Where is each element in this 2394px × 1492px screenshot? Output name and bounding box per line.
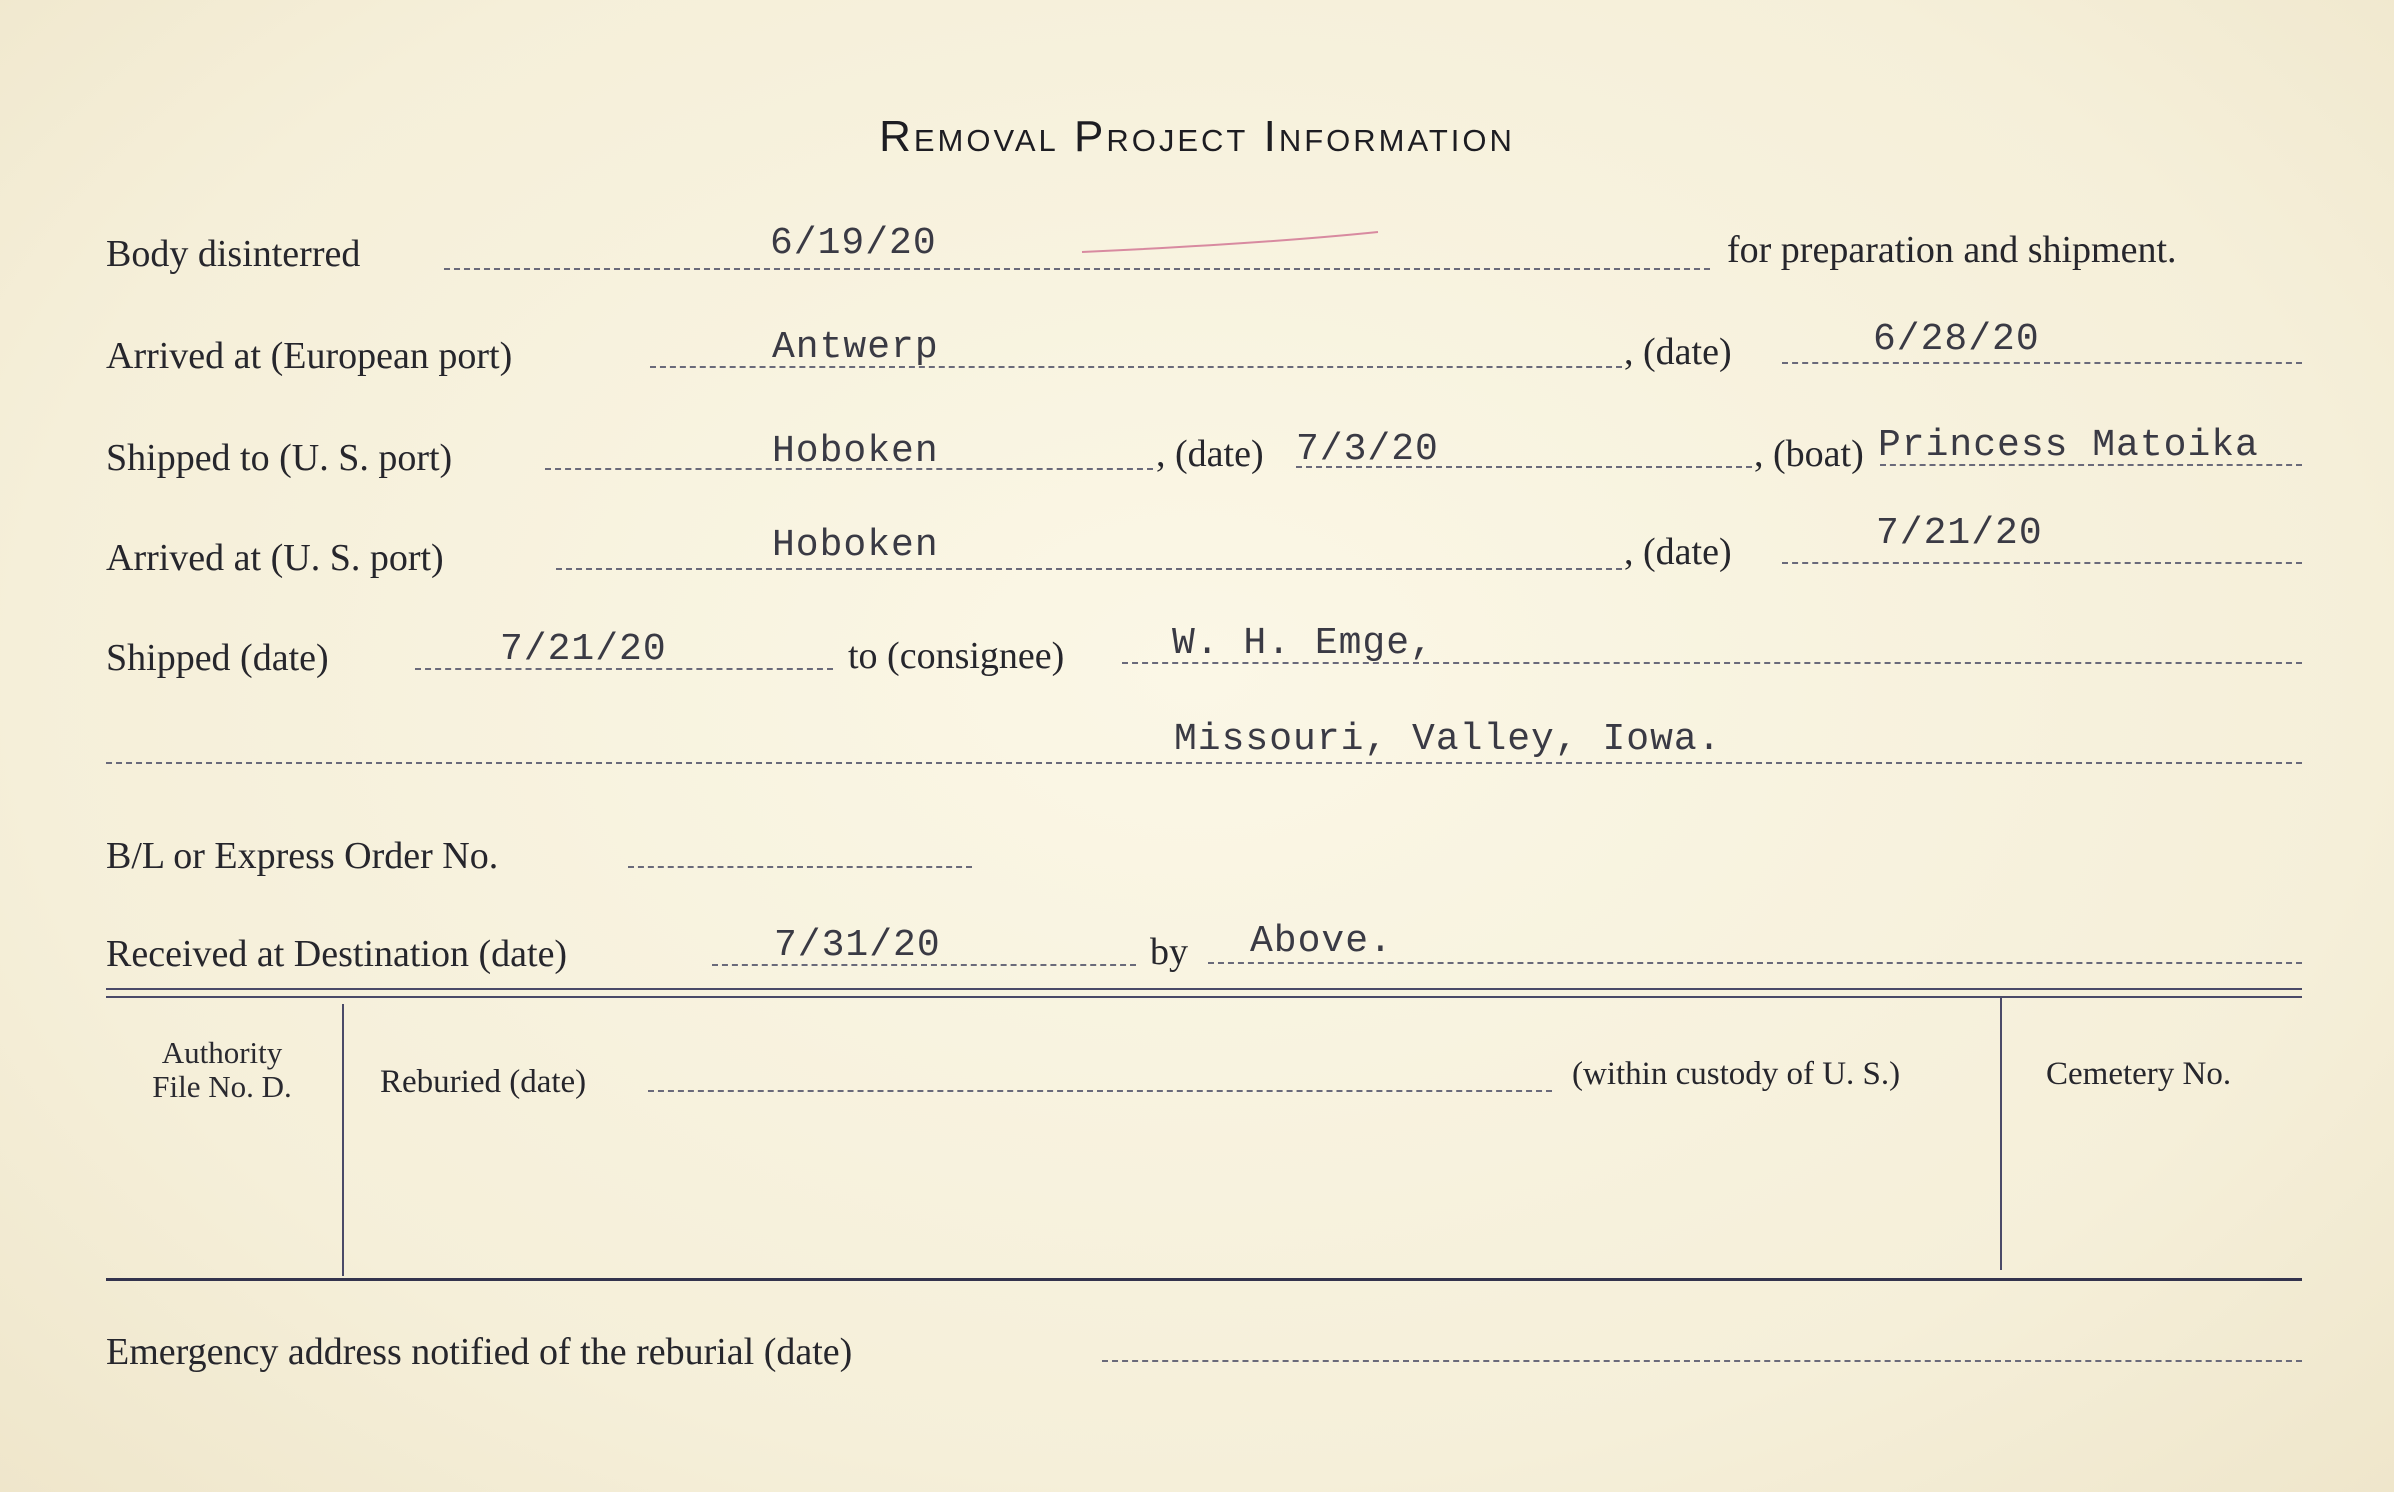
body-disinterred-value: 6/19/20: [770, 222, 937, 265]
arrived-european-date-line: [1782, 362, 2302, 364]
authority-line2: File No. D.: [152, 1069, 292, 1104]
body-disinterred-suffix: for preparation and shipment.: [1727, 229, 2177, 271]
pen-mark: [1080, 228, 1380, 258]
arrived-us-line: [556, 568, 1622, 570]
consignee-label: to (consignee): [848, 635, 1065, 677]
shipped-date-label: Shipped (date): [106, 637, 329, 679]
arrived-european-date: 6/28/20: [1873, 318, 2040, 361]
reburied-line: [648, 1090, 1552, 1092]
custody-label: (within custody of U. S.): [1572, 1056, 1901, 1092]
shipped-us-label: Shipped to (U. S. port): [106, 437, 453, 479]
received-by-label: by: [1150, 931, 1188, 973]
shipped-us-boat-label: , (boat): [1754, 433, 1864, 475]
emergency-line: [1102, 1360, 2302, 1362]
arrived-us-label: Arrived at (U. S. port): [106, 537, 444, 579]
bl-order-line: [628, 866, 972, 868]
received-label: Received at Destination (date): [106, 933, 568, 975]
authority-line1: Authority: [161, 1035, 283, 1070]
box-top-rule-1: [106, 988, 2302, 990]
arrived-european-value: Antwerp: [772, 326, 939, 369]
shipped-us-value: Hoboken: [772, 430, 939, 473]
box-divider-left: [342, 1004, 344, 1276]
box-bottom-rule: [106, 1278, 2302, 1281]
arrived-us-value: Hoboken: [772, 524, 939, 567]
shipped-us-date: 7/3/20: [1296, 428, 1439, 471]
received-value: 7/31/20: [774, 924, 941, 967]
authority-file-label: [112, 1036, 332, 1104]
shipped-us-boat: Princess Matoika: [1878, 424, 2259, 467]
consignee-address-line: [106, 762, 2302, 764]
body-disinterred-line: [444, 268, 1710, 270]
bl-order-label: B/L or Express Order No.: [106, 835, 499, 877]
arrived-us-date-label: , (date): [1624, 531, 1732, 573]
box-top-rule-2: [106, 996, 2302, 998]
emergency-label: Emergency address notified of the reburial (date): [106, 1331, 853, 1373]
consignee-name: W. H. Emge,: [1172, 622, 1434, 665]
arrived-us-date: 7/21/20: [1876, 512, 2043, 555]
received-by-value: Above.: [1250, 920, 1393, 963]
box-divider-right: [2000, 998, 2002, 1270]
arrived-us-date-line: [1782, 562, 2302, 564]
page-title: Removal Project Information: [879, 112, 1515, 161]
cemetery-label: Cemetery No.: [2046, 1056, 2232, 1092]
shipped-us-date-label: , (date): [1156, 433, 1264, 475]
arrived-european-date-label: , (date): [1624, 331, 1732, 373]
shipped-date-value: 7/21/20: [500, 628, 667, 671]
body-disinterred-label: Body disinterred: [106, 233, 361, 275]
arrived-european-label: Arrived at (European port): [106, 335, 513, 377]
reburied-label: Reburied (date): [380, 1064, 587, 1100]
consignee-address: Missouri, Valley, Iowa.: [1174, 718, 1722, 761]
